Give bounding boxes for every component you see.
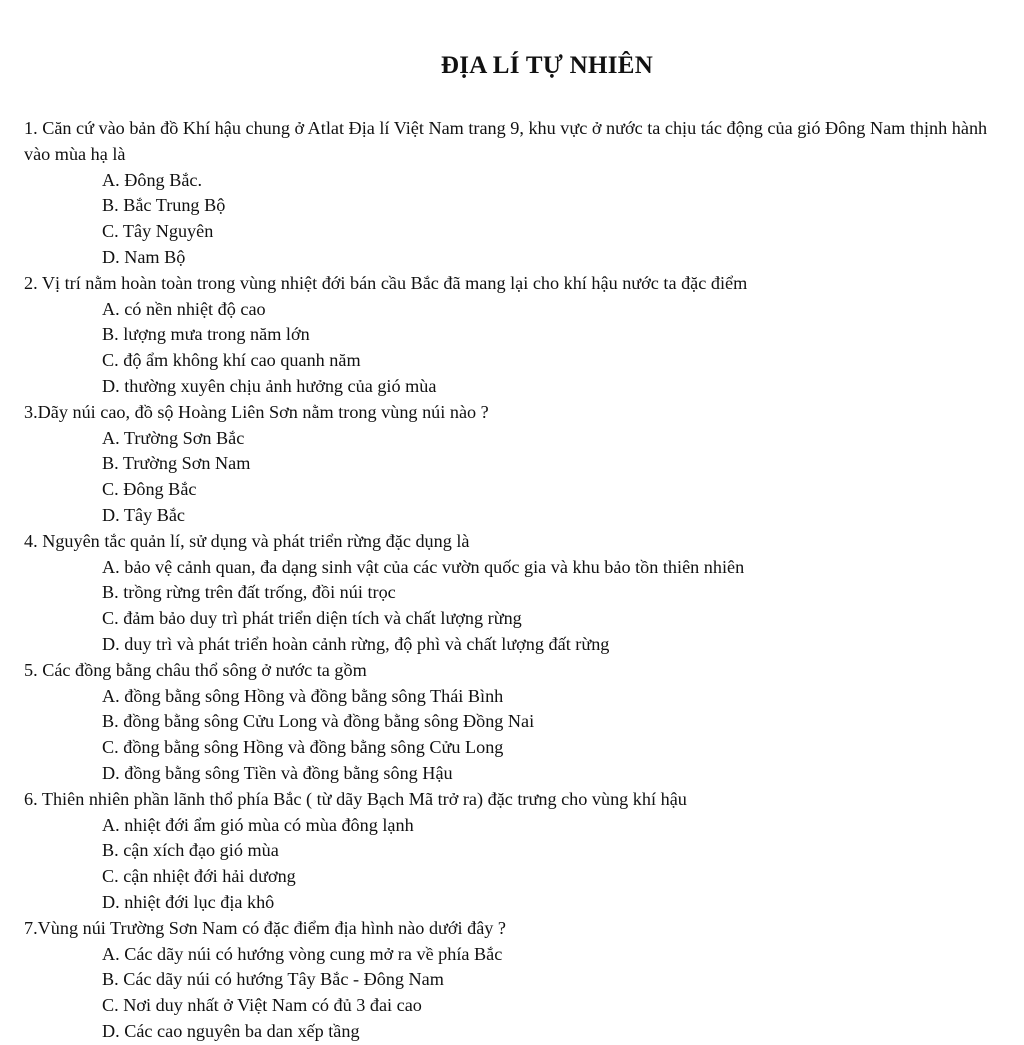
question-stem: 5. Các đồng bằng châu thổ sông ở nước ta gồm <box>24 659 367 680</box>
answer-option-c: C. đồng bằng sông Hồng và đồng bằng sông Cửu Long <box>102 737 504 758</box>
answer-option-b: B. Bắc Trung Bộ <box>102 195 226 216</box>
answer-options <box>24 426 1016 529</box>
question-3 <box>24 400 1016 529</box>
answer-option-a: A. Đông Bắc. <box>102 169 203 190</box>
answer-option-d: D. Các cao nguyên ba dan xếp tầng <box>102 1020 360 1041</box>
answer-option-d: D. Nam Bộ <box>102 246 186 267</box>
answer-option-a: A. bảo vệ cảnh quan, đa dạng sinh vật của các vườn quốc gia và khu bảo tồn thiên nhiên <box>102 556 745 577</box>
question-5 <box>24 658 1016 787</box>
question-6 <box>24 787 1016 916</box>
answer-option-b: B. lượng mưa trong năm lớn <box>102 324 310 345</box>
answer-option-d: D. nhiệt đới lục địa khô <box>102 891 275 912</box>
answer-options <box>24 813 1016 916</box>
answer-option-b: B. cận xích đạo gió mùa <box>102 840 279 861</box>
question-1 <box>24 116 1016 271</box>
answer-option-d: D. Tây Bắc <box>102 504 185 525</box>
question-stem: 6. Thiên nhiên phần lãnh thổ phía Bắc ( từ dãy Bạch Mã trở ra) đặc trưng cho vùng khí hậu <box>24 788 687 809</box>
answer-option-b: B. trồng rừng trên đất trống, đồi núi trọc <box>102 582 396 603</box>
answer-options <box>24 168 1016 271</box>
question-stem: 1. Căn cứ vào bản đồ Khí hậu chung ở Atlat Địa lí Việt Nam trang 9, khu vực ở nước ta chịu tác động của gió Đông Nam thịnh hành vào mùa hạ là <box>24 118 988 164</box>
question-4 <box>24 529 1016 658</box>
question-stem: 3.Dãy núi cao, đồ sộ Hoàng Liên Sơn nằm trong vùng núi nào ? <box>24 401 489 422</box>
answer-option-d: D. đồng bằng sông Tiền và đồng bằng sông Hậu <box>102 762 453 783</box>
answer-option-a: A. Trường Sơn Bắc <box>102 427 245 448</box>
answer-option-c: C. độ ẩm không khí cao quanh năm <box>102 350 361 371</box>
question-list <box>24 116 1016 1045</box>
answer-option-a: A. nhiệt đới ẩm gió mùa có mùa đông lạnh <box>102 814 414 835</box>
answer-option-c: C. Đông Bắc <box>102 479 197 500</box>
answer-options <box>24 942 1016 1045</box>
answer-option-c: C. Tây Nguyên <box>102 221 214 242</box>
question-stem: 7.Vùng núi Trường Sơn Nam có đặc điểm địa hình nào dưới đây ? <box>24 917 506 938</box>
answer-options <box>24 297 1016 400</box>
answer-option-d: D. duy trì và phát triển hoàn cảnh rừng, độ phì và chất lượng đất rừng <box>102 633 610 654</box>
question-stem: 4. Nguyên tắc quản lí, sử dụng và phát triển rừng đặc dụng là <box>24 530 470 551</box>
question-7 <box>24 916 1016 1045</box>
answer-option-a: A. có nền nhiệt độ cao <box>102 298 266 319</box>
answer-option-a: A. Các dãy núi có hướng vòng cung mở ra về phía Bắc <box>102 943 503 964</box>
question-stem: 2. Vị trí nằm hoàn toàn trong vùng nhiệt đới bán cầu Bắc đã mang lại cho khí hậu nước ta đặc điểm <box>24 272 748 293</box>
answer-option-d: D. thường xuyên chịu ảnh hưởng của gió mùa <box>102 375 437 396</box>
answer-option-b: B. Trường Sơn Nam <box>102 453 251 474</box>
document-title: ĐỊA LÍ TỰ NHIÊN <box>440 52 654 79</box>
answer-option-c: C. đảm bảo duy trì phát triển diện tích và chất lượng rừng <box>102 608 522 629</box>
answer-option-b: B. Các dãy núi có hướng Tây Bắc - Đông Nam <box>102 969 444 990</box>
answer-options <box>24 555 1016 658</box>
answer-option-a: A. đồng bằng sông Hồng và đồng bằng sông Thái Bình <box>102 685 504 706</box>
answer-options <box>24 684 1016 787</box>
answer-option-b: B. đồng bằng sông Cửu Long và đồng bằng sông Đồng Nai <box>102 711 535 732</box>
answer-option-c: C. Nơi duy nhất ở Việt Nam có đủ 3 đai cao <box>102 995 422 1016</box>
question-2 <box>24 271 1016 400</box>
answer-option-c: C. cận nhiệt đới hải dương <box>102 866 296 887</box>
